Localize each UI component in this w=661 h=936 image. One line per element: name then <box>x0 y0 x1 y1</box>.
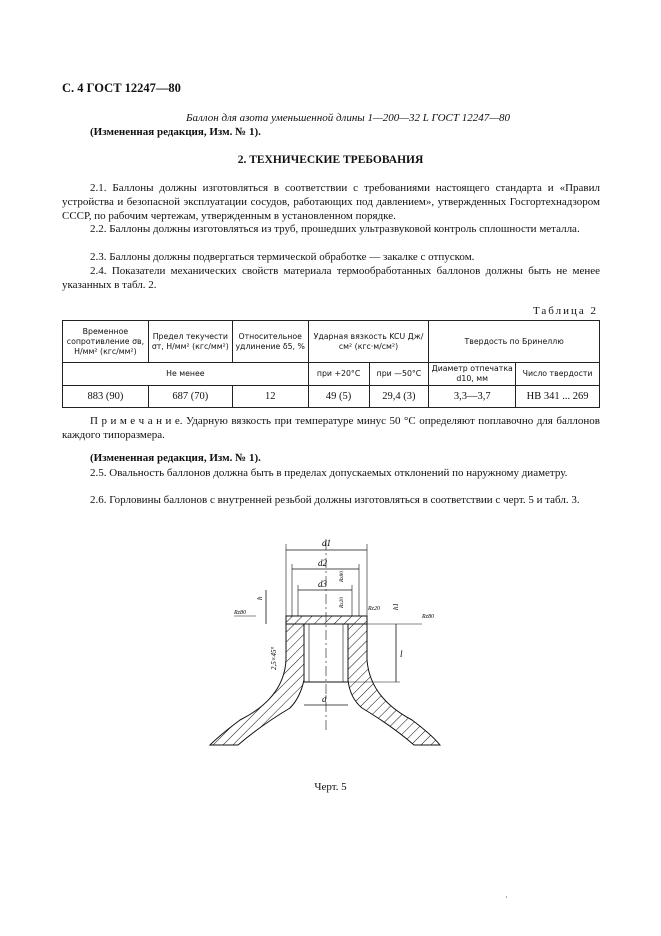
label-d2: d2 <box>318 558 327 568</box>
paragraph-2-6: 2.6. Горловины баллонов с внутренней резьбой должны изготовляться в соответствии с черт. 5 и табл. 3. <box>90 494 580 506</box>
neck-wall-left <box>210 624 304 745</box>
label-roughness: Rz80 <box>234 610 246 616</box>
header-minus50: при —50°С <box>369 363 429 386</box>
table-row <box>63 386 600 408</box>
header-elongation: Относительное удлинение δ5, % <box>232 321 308 363</box>
header-plus20: при +20°С <box>308 363 369 386</box>
table-cell: 49 (5) <box>308 386 369 408</box>
paragraph-2-4: 2.4. Показатели механических свойств материала термообработанных баллонов должны быть не менее указанных в табл. 2. <box>62 265 600 291</box>
label-d3: d3 <box>318 579 327 589</box>
section-title: 2. ТЕХНИЧЕСКИЕ ТРЕБОВАНИЯ <box>237 154 424 166</box>
paragraph-2-1: 2.1. Баллоны должны изготовляться в соответствии с требованиями настоящего стандарта и «Правил устройства и безопасной эксплуатации сосудов, работающих под давлением», утвержденных Госгортехнадзором СССР, по рабочим чертежам, утвержденным в установленном порядке. <box>62 182 600 222</box>
table-cell: 687 (70) <box>148 386 232 408</box>
figure-caption: Черт. 5 <box>314 781 347 793</box>
header-yield-strength: Предел текучести σт, Н/мм² (кгс/мм²) <box>148 321 232 363</box>
page-dot: · <box>505 893 508 902</box>
page-header: С. 4 ГОСТ 12247—80 <box>62 81 181 95</box>
header-impact-strength: Ударная вязкость KCU Дж/см² (кгс·м/см²) <box>308 321 429 363</box>
mechanical-properties-table <box>62 320 600 408</box>
table-cell: 12 <box>232 386 308 408</box>
table-cell: НВ 341 ... 269 <box>516 386 600 408</box>
cylinder-neck-drawing <box>200 530 460 760</box>
table-cell: 883 (90) <box>63 386 149 408</box>
label-h: h <box>256 596 264 600</box>
neck-flange <box>286 616 367 624</box>
table-note: П р и м е ч а н и е. Ударную вязкость при температуре минус 50 °С определяют поплавочно для баллонов каждого типоразмера. <box>62 415 600 441</box>
table-cell: 3,3—3,7 <box>429 386 516 408</box>
label-d: d <box>322 694 327 704</box>
table-cell: 29,4 (3) <box>369 386 429 408</box>
cylinder-designation-example: Баллон для азота уменьшенной длины 1—200—32 L ГОСТ 12247—80 <box>186 112 510 124</box>
paragraph-2-5: 2.5. Овальность баллонов должна быть в пределах допускаемых отклонений по наружному диаметру. <box>90 467 568 479</box>
table-label: Таблица 2 <box>532 305 598 317</box>
paragraph-2-3: 2.3. Баллоны должны подвергаться термической обработке — закалке с отпуском. <box>90 251 475 263</box>
neck-wall-right <box>348 624 440 745</box>
header-hardness-number: Число твердости <box>516 363 600 386</box>
label-roughness: Rz20 <box>339 597 345 608</box>
header-imprint-diameter: Диаметр отпечатка d10, мм <box>429 363 516 386</box>
label-roughness: Rz20 <box>368 606 380 612</box>
label-roughness: Rz80 <box>422 614 434 620</box>
paragraph-2-2: 2.2. Баллоны должны изготовляться из труб, прошедших ультразвуковой контроль сплошности металла. <box>90 223 580 235</box>
label-d1: d1 <box>322 538 331 548</box>
label-h1: h1 <box>392 603 400 610</box>
header-not-less: Не менее <box>63 363 309 386</box>
header-tensile-strength: Временное сопротивление σв, Н/мм² (кгс/мм²) <box>63 321 149 363</box>
label-roughness: Rz80 <box>339 571 345 582</box>
header-brinell-hardness: Твердость по Бринеллю <box>429 321 600 363</box>
edit-note: (Измененная редакция, Изм. № 1). <box>90 452 261 464</box>
label-chamfer: 2,5×45° <box>270 646 278 670</box>
label-l: l <box>400 649 403 659</box>
edit-note: (Измененная редакция, Изм. № 1). <box>90 126 261 138</box>
